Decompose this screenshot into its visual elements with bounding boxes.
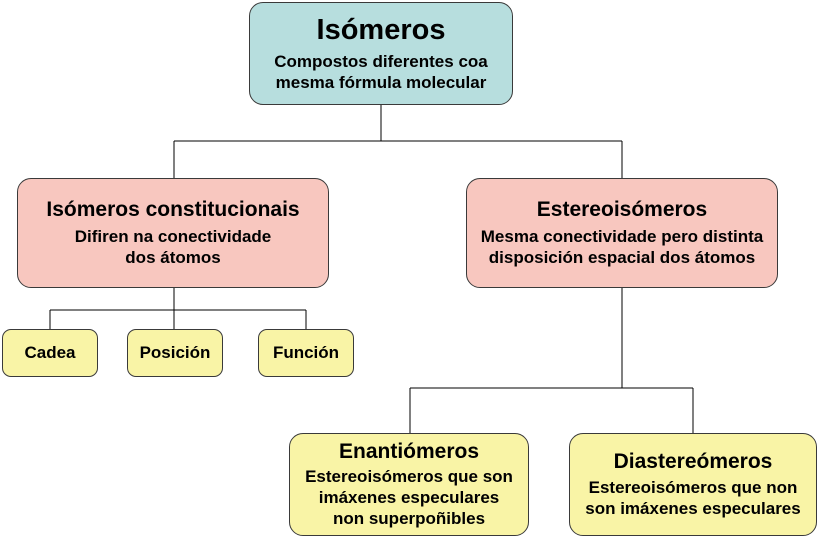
isomers-title: Isómeros: [316, 13, 446, 46]
constitutional-definition-line-2: dos átomos: [125, 247, 221, 267]
enantiomers-definition-line-1: Estereoisómeros que son: [305, 467, 513, 487]
position-isomer-node: Posición: [127, 329, 223, 377]
constitutional-definition-line-1: Difiren na conectividade: [74, 226, 272, 246]
diastereomers-definition-line-1: Estereoisómeros que non: [588, 477, 798, 497]
stereoisomers-node: [466, 178, 778, 288]
isomers-root-node: [249, 2, 513, 105]
isomers-definition-line-1: Compostos diferentes coa: [274, 52, 488, 72]
function-isomer-node: Función: [258, 329, 354, 377]
diastereomers-title: Diastereómeros: [613, 450, 773, 474]
chain-isomer-node: Cadea: [2, 329, 98, 377]
stereoisomers-definition-line-1: Mesma conectividade pero distinta: [480, 226, 764, 246]
enantiomers-definition-line-2: imáxenes especulares: [318, 488, 500, 508]
isomers-definition-line-2: mesma fórmula molecular: [275, 73, 487, 93]
constitutional-isomers-node: [17, 178, 329, 288]
diastereomers-definition-line-2: son imáxenes especulares: [585, 498, 801, 518]
diastereomers-node: [569, 433, 817, 536]
stereoisomers-definition-line-2: disposición espacial dos átomos: [488, 247, 756, 267]
stereoisomers-title: Estereoisómeros: [536, 198, 708, 222]
enantiomers-node: [289, 433, 529, 536]
enantiomers-title: Enantiómeros: [338, 439, 480, 463]
constitutional-isomers-title: Isómeros constitucionais: [46, 198, 300, 222]
enantiomers-definition-line-3: non superpoñibles: [332, 509, 486, 529]
